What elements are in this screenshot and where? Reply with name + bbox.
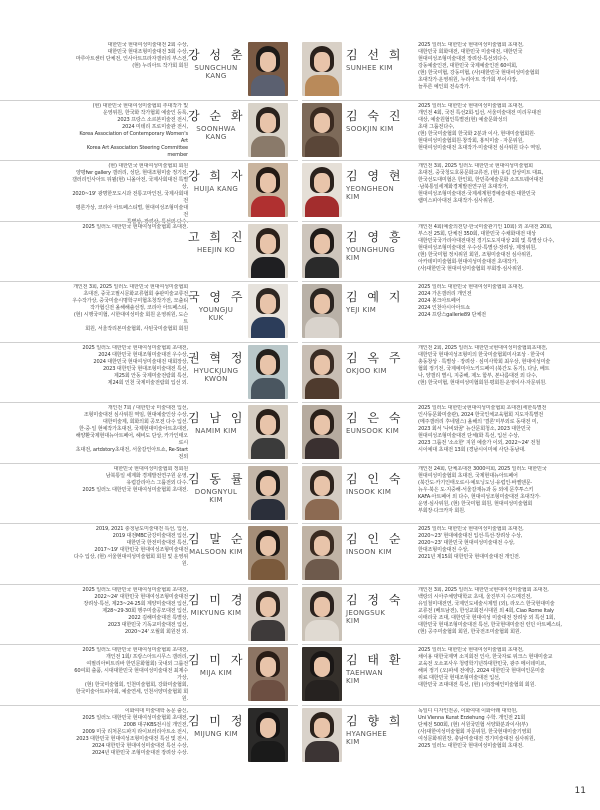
entry-divider: [302, 221, 600, 222]
artist-bio: 개인전 24회, 단체초대전 3000여회, 2025 일러노 대한민국 현대여성미술협회 초대전, 국제현대뉴아트페어 (북간도·카기인태오로시·예토닝도닝·유럽인·바젤덴문· 뉴우·북은 도·지중해·서울갈재뉴과 등 외에 문후투스키 KAFA·아트페어 외 다수, 현대여성조형미술대전 초대작가· 운영·심사위원, (현) 한국미협 회원, 현대여성미술협회 부회장·다크카자 회원.: [418, 465, 547, 514]
artist-name-block: [346, 109, 402, 133]
artist-bio: 대한민국 현대여성미술협회 정회원 남북통일 세계화 경제발전연구원 운영, 유럽갈리아스 그룹전외 다수. 2025 일러노 대한민국 현대여성미술협회 초대전.: [82, 465, 188, 493]
entry-divider: [0, 463, 298, 464]
artist-english-name: JEONGSUK KIM: [346, 608, 386, 625]
artist-name-block: [346, 411, 402, 435]
artist-english-name: SUNGCHUN KANG: [194, 64, 238, 80]
artist-bio: 독일디 디자인전공, 이화여대 이화아래 대학원, Uni Vienna Kunst Erziehung 수학. 개인전 21회 단체전 500회, (현) 서원국민협 서양화분과이사(부) (사)대한여성미술협회 자문위원, 한국현대미술기영회 여성문화위원장, 충남미술대전 경기미술대전 심사위원, 2025 일러노 대한민국 현대여성미술협회 초대전.: [418, 707, 536, 749]
artist-name-block: [188, 169, 244, 193]
entry-divider: [0, 402, 298, 403]
artist-korean-name: 김 영 흥: [346, 229, 404, 244]
artist-name-block: [188, 472, 244, 504]
artist-korean-name: 권 혁 정: [188, 350, 246, 365]
artist-name-block: [346, 230, 402, 262]
artist-name-block: [188, 230, 244, 254]
artist-portrait-photo: [302, 466, 342, 520]
artist-name-block: [346, 472, 402, 496]
artist-korean-name: 김 남 임: [188, 411, 246, 425]
entry-divider: [0, 523, 298, 524]
artist-name-block: [346, 593, 402, 625]
entry-divider: [0, 221, 298, 222]
artist-english-name: YEONGHEON KIM: [346, 185, 395, 201]
artist-entry: [302, 403, 600, 463]
artist-english-name: YOUNGHUNG KIM: [346, 245, 395, 262]
artist-english-name: MIKYUNG KIM: [190, 608, 242, 617]
artist-portrait-photo: [302, 103, 342, 157]
artist-english-name: OKJOO KIM: [346, 366, 387, 375]
artist-korean-name: 김 향 희: [346, 713, 404, 728]
artist-name-block: [346, 169, 402, 201]
artist-korean-name: 고 희 진: [188, 229, 246, 244]
entry-divider: [0, 705, 298, 706]
artist-name-block: [346, 351, 402, 375]
artist-portrait-photo: [248, 405, 288, 459]
entry-divider: [0, 100, 298, 101]
artist-english-name: MIJA KIM: [199, 669, 233, 677]
artist-portrait-photo: [248, 647, 288, 701]
artist-bio: (현) 대한민국 현대여성미술협회 회원 양평fwr gallery 갤러리, 성단, 현대조형미술 정기전, 갤러리인사아트 뒤뮐(현) 니올아전, 국제사회대전 특별상, 2020~19' 광명한모도시과 전통고마인전, 국제사회대전 평론가상, 코리아 아트페스티벌, 현대여성조형미술대전 특별상, 장려상, 특선외 다수.: [72, 163, 188, 225]
artist-name-block: [346, 714, 402, 746]
entry-divider: [0, 584, 298, 585]
artist-entry: [302, 101, 600, 161]
artist-entry: [302, 161, 600, 221]
entry-divider: [302, 100, 600, 101]
artist-portrait-photo: [248, 103, 288, 157]
artist-entry: [0, 101, 298, 161]
artist-entry: [0, 282, 298, 342]
artist-name-block: [188, 48, 244, 80]
entry-divider: [302, 644, 600, 645]
artist-korean-name: 김 정 숙: [346, 592, 404, 607]
artist-korean-name: 김 영 현: [346, 169, 404, 183]
artist-bio: 2025 일러노 대한민국 현대여성미술협회 초대전, 개인전 1회/ 프랑스아트시무스 갤러리, 여필리아비트리바 한민문화협회) 국내외 그룹전 60여회 출품, 시대대한민국 현대여성미술대전 최제수가상, (현) 한국미술협회, 인천미술협회, 강화미술협회, 한국미술아트피아회, 예술연세, 인천서양미술협회 회원.: [74, 647, 188, 702]
artist-english-name: TAEHWAN KIM: [346, 669, 383, 685]
artist-english-name: SOOKJIN KIM: [346, 124, 394, 133]
artist-portrait-photo: [302, 405, 342, 459]
artist-korean-name: 김 미 경: [188, 592, 246, 607]
artist-portrait-photo: [248, 587, 288, 641]
artist-korean-name: 강 희 자: [188, 169, 246, 183]
artist-english-name: INSOOK KIM: [346, 487, 392, 496]
artist-portrait-photo: [248, 163, 288, 217]
artist-korean-name: 김 인 순: [346, 532, 404, 546]
artist-portrait-photo: [248, 42, 288, 96]
artist-korean-name: 김 말 순: [188, 532, 246, 546]
artist-bio: 개인전 7회 / 대한민국 미술대전 입선, 조형미술대전 심사위원 역임, 현대예술인상 수상, 대한미술제, 회화의회 공모전 다수 입선. 한·중·일 현예작가초대전, 국제현대미술아트초대전, 해양환국제현대뉴아트페어, 헤비도 단상, 카가인태오로시 초대전, artdstory초대전, 서울갈인아트쇼, Re-Start전외: [75, 405, 188, 460]
entry-divider: [302, 342, 600, 343]
artist-name-block: [188, 653, 244, 677]
artist-portrait-photo: [302, 224, 342, 278]
artist-english-name: MALSOON KIM: [189, 548, 243, 556]
artist-bio: 2025 일러노 대한민국 현대여성미술협회 초대전, 대한민국 회화대전, 대한민국 미술대전, 대한민국 현대여성조형미술대전 장려상·특선외다수, 강동예술인전, 대한민국 국제예술인전 60여회, (현) 한국미협, 강동미협, (사)대한민국 현대여성미술협회 초대작가·운영위원, 누리아트 작가회 부이사장, 늘푸른 예인회 전속작가.: [418, 42, 540, 90]
artist-bio: 개인전 3회, 2025 일러노 대한민국현대여성미술협회 초대전, 백랑의 시아주체양대학교 초대, 울진부지 수드메진전, 유일철미대전연, 국제인도네술시제빌 (외), 라오스 한국현대미술 교류전 (베트남전), 한성교회전시대원 외 4회, Ciao Rome Italy 이태리국 조대, 대한민국 현대여성 미술대전 장려상 외 특선 1회, 대한민국 현대조형미술대전 특선, 한국현대미술전 런던 아트페스티, (현) 공주미술협회 회원, 한국전조미술협회 회원.: [418, 586, 562, 635]
entry-divider: [0, 281, 298, 282]
artist-korean-name: 강 성 춘: [188, 48, 246, 62]
artist-name-block: [188, 351, 244, 383]
page-number: 11: [574, 786, 586, 796]
artist-portrait-photo: [248, 345, 288, 399]
artist-english-name: MIJUNG KIM: [194, 729, 238, 738]
artist-entry: [0, 645, 298, 705]
artist-entry: [302, 464, 600, 524]
artist-bio: 개인전 3회, 2025 일러노 대한민국 현대여성미술협회 초대전, 중국고필시문화교류협회 송판미술교류전 우수작가상, 중국미술시명학구미협초청작가전, 모출티 작가협신전 올해해솔선정, 코리아 아트페스티, (현) 시행국미협, 시한대여성미술 회원 운영위원, 도슨트 회원, 서울작리본미술협회, 사된국미술협회 회원: [72, 284, 188, 332]
artist-entry: [0, 222, 298, 282]
artist-entry: [302, 222, 600, 282]
artist-english-name: HUIJA KANG: [193, 185, 239, 193]
entry-divider: [302, 402, 600, 403]
artist-bio: 2025 일러노 대한민국 현대여성미술협회 초대전, 개인전 4회, 국전 특선2회·입선, 서울미술대전 미리무대전 대상, 예술원협인특별전(현) 예술문화성의 초대 그룹전다수, (현) 한국미술협회 한국화 2분과 이사, 현대미술협회원· 현대여성미술협회원·창작회, 홍익미술 · 자문위원, 현대여성미술대전 초대작가·미술대전 심사위원 다수 역임,: [418, 102, 542, 151]
artist-english-name: EUNSOOK KIM: [346, 427, 400, 435]
artist-english-name: SUNHEE KIM: [346, 64, 393, 72]
artist-entry: [302, 40, 600, 100]
artist-korean-name: 김 선 희: [346, 48, 404, 62]
artist-bio: (현) 대한민국 현대여성미술협회 추대작가 및 운영위원, 한국화 작가협회 예술인 등록, 2023 프랑스 소르본미술전 전시, 2024 미테리 프로미술관 전시, Korea Association of Contemporary Women's Art Korea Art Association Steering Committee member: [79, 102, 188, 158]
artist-portrait-photo: [302, 708, 342, 762]
artist-entry: [302, 524, 600, 584]
entry-divider: [302, 281, 600, 282]
artist-english-name: SOONHWA KANG: [196, 124, 236, 141]
artist-entry: [302, 585, 600, 645]
artist-portrait-photo: [248, 466, 288, 520]
artist-korean-name: 김 태 환: [346, 653, 404, 667]
artist-entry: [0, 40, 298, 100]
artist-name-block: [346, 48, 402, 72]
artist-korean-name: 김 동 률: [188, 471, 246, 486]
artist-bio: 2025 일러노 대한민국 현대여성미술협회 초대전, 2024 대한민국 현대조형미술대전 우수상, 2024 대한민국 현대여성미술대전 대회장상, 2023 대한민국 현대조형미술대전 특선, 제25회 안동 국제미술전람회 특선, 제24회 인천 국제미술전람회 입선 외.: [82, 344, 188, 386]
artist-portrait-photo: [302, 587, 342, 641]
artist-bio: 2025 일러노 대한민국 현대여성미술협회 초대전, 채이용 대한국제역 소지회전 인사, 한국자료 위크스 현대미술교 교육전 오소포사우 청령학기년하대한민국, 광주 메이데미르, 해피 정기 (오)파세 전에당, 2024 대한민국 현대여인문미술 위료 대한민국 현대조형미술대전 입선, 대한민국 조대대전 특선, (현) (사)장예인미술협회 회원.: [418, 647, 553, 688]
artist-english-name: YOUNGJU KUK: [198, 306, 234, 322]
artist-portrait-photo: [248, 708, 288, 762]
artist-entry: [302, 645, 600, 705]
artist-english-name: NAMIM KIM: [195, 427, 237, 435]
entry-divider: [302, 584, 600, 585]
artist-bio: 2025 일러노 대한민국 현대여성미술협회 초대전.: [82, 223, 188, 230]
artist-bio: 개인전 3회, 2025 일러노 대한민국 현대여성미술협회 초대전, 중국청도호풍문화교류전, (현) 유림 갈상미트 대표, 한국선도대미협은 한인회, 한민족예술문화 소프트웨어대전 ·남북통일세계화경제발전연구원 초대작가, 현대여성조형미술대전·국제세계현경예술대전·대한민국 랩미스피아대전 초대작가·심사위원.: [418, 163, 544, 204]
artist-korean-name: 김 옥 주: [346, 350, 404, 365]
artist-portrait-photo: [248, 224, 288, 278]
artist-korean-name: 김 숙 진: [346, 108, 404, 123]
artist-korean-name: 김 인 숙: [346, 471, 404, 486]
artist-entry: [0, 343, 298, 403]
entry-divider: [0, 342, 298, 343]
artist-korean-name: 김 예 지: [346, 290, 404, 304]
artist-korean-name: 김 미 자: [188, 653, 246, 667]
artist-entry: [0, 161, 298, 225]
artist-english-name: DONGNYUL KIM: [194, 487, 238, 504]
artist-english-name: HEEJIN KO: [196, 245, 236, 254]
artist-bio: 개인전 4회(예술의전당·한국미술관기인 10회) 외 초대전 20회, 부스전 25회, 단체전 350회, 대한민국 수채화대전 대상 대한민국국가리아대전대전 경기도도지대상 2회 및 특별상 다수, 현대여성조형미술대전 우수상·특별상·장려상, 제정위원, (현) 한국미협 정치위원 회원, 조형미술대전 심사위원, 아카데미미술협회·현대여성미술대전 초대작가, (사)대한민국 현대여성미술협회 부회장·심사위원.: [418, 223, 554, 272]
artist-name-block: [346, 532, 402, 556]
artist-portrait-photo: [302, 42, 342, 96]
artist-bio: 2025 일러노 대한민국현대여성미술협회 초대전(세한특별전 인사동문화미술관), 2024 한국인체교육협회 지도자특별전 (메주갤러리 후네델스) 올해의 '결론'미부외로 동대전 미, 2023 회서 '나비와꿈' 뉴산문회청소, 2023 대한민국 현대여성조형미술대전 단체(화 특선, 입선 수상, 2023 그룹전 '소소한' 지원 예술가 이외, 2022~24' 전철 시이예대 초대전 13회 (경남시이미예 사단·동남대.: [418, 405, 547, 453]
artist-name-block: [188, 532, 244, 556]
artist-entry: [0, 464, 298, 524]
entry-divider: [302, 523, 600, 524]
entry-divider: [0, 644, 298, 645]
artist-korean-name: 김 미 정: [188, 713, 246, 728]
artist-name-block: [188, 714, 244, 738]
artist-portrait-photo: [302, 284, 342, 338]
artist-portrait-photo: [302, 163, 342, 217]
artist-portrait-photo: [248, 284, 288, 338]
artist-bio: 대한민국 현대여성미술대전 2회 수상, 대한민국 현대조형미술대전 3회 수상, 마루아트센터 단체전, 인사아트프라자갤러리 부스전, (현) 누리아트 작가회 회원: [75, 42, 188, 69]
entry-divider: [302, 705, 600, 706]
artist-bio: 2025 일러노 대한민국 현대여성미술협회 초대전, 2022~24' 대한민국 현대여성조형미술대전 장려상·특선, 제23~24·25회 계양미술대전 입선, 제28~29·30회 행주미술공모대전 입선, 2022 김해미술대전 특별상, 2023 대한민국 기독교미술대전 입선, 2020~24' 오월회 회원전 외.: [82, 586, 188, 635]
artist-english-name: HYUCKJUNG KWON: [193, 366, 239, 383]
artist-korean-name: 김 은 숙: [346, 411, 404, 425]
artist-portrait-photo: [302, 526, 342, 580]
artist-entry: [302, 343, 600, 403]
entry-divider: [302, 160, 600, 161]
artist-portrait-photo: [302, 345, 342, 399]
artist-entry: [0, 706, 298, 766]
artist-bio: 2019, 2021 충청남도미술대전 특선, 입선, 2019 대전MBC금강미술대전 입선, 대한민국 한전미술대전 특선, 2017~19' 대한민국 현대여성조형미술대전 다수 입상, (현) 서울현대여성미술협회 회원 및 운영위원.: [73, 526, 188, 567]
artist-entry: [0, 403, 298, 463]
artist-korean-name: 국 영 주: [188, 290, 246, 304]
artist-korean-name: 강 순 화: [188, 108, 246, 123]
artist-name-block: [346, 290, 402, 314]
artist-bio: 이화여대 미술대학 동문 출신, 2025 일러노 대한민국 현대여성미술협회 초대전, 2008 대구KBS전시실 개인전, 2009 미국 리처몬드파지 라이브러리아트소 전시, 2023 대한민국 현대여성조형미술대전 특선 및 전시, 2024 대한민국 현대여성미술대전 특선 수상, 2024년 대한민국 조형미술대전 장려상 수상.: [76, 707, 188, 756]
artist-english-name: HYANGHEE KIM: [346, 729, 387, 746]
artist-entry: [0, 585, 298, 645]
artist-name-block: [188, 411, 244, 435]
artist-name-block: [188, 593, 244, 617]
artist-bio: 개인전 2회, 2025 일러노 대한민국현대여성미술협회초대전, 대한민국 현대여성조형미의 한국미술협회미사포상 · 한국여 총동창상 · 특별상 · 장려상 · 심미사학회 최우상, 현대여성미술 협회 정기전, 국제예미아노키드페여 (북간도 동기), 다낭, 베트 나, 양갤리 별시, 지중해, 제노 함부, 본나름대전 외 다수, (현) 한국미협, 현대여성미협회원·평회원·운영이사·자문위원.: [418, 344, 551, 386]
artist-portrait-photo: [302, 647, 342, 701]
artist-entry: [302, 282, 600, 342]
artist-english-name: INSOON KIM: [346, 548, 392, 556]
entry-divider: [302, 463, 600, 464]
artist-name-block: [188, 290, 244, 322]
artist-portrait-photo: [248, 526, 288, 580]
entry-divider: [0, 160, 298, 161]
artist-entry: [0, 524, 298, 584]
artist-english-name: YEJI KIM: [346, 306, 377, 314]
artist-entry: [302, 706, 600, 766]
artist-bio: 2025 일러노 대한민국 현대여성미술협회 초대전, 2020~23' 현대예술대전 입선·특선·장려상 수상, 2020~23' 대한민국 현대여성미술대전 수상, 한대조형미술대전 수상, 2021년 제15회 대한민국 현대미술대전 개인전.: [418, 526, 524, 560]
artist-name-block: [188, 109, 244, 141]
artist-bio: 2025 일러노 대한민국 현대여성미술협회 초대전, 2024 가온갤러리 개인전 2024 봉크아트페어 2024 인천아시아아트쇼 2024 프랑스gallerie89 단체전: [418, 284, 524, 318]
artist-name-block: [346, 653, 402, 685]
